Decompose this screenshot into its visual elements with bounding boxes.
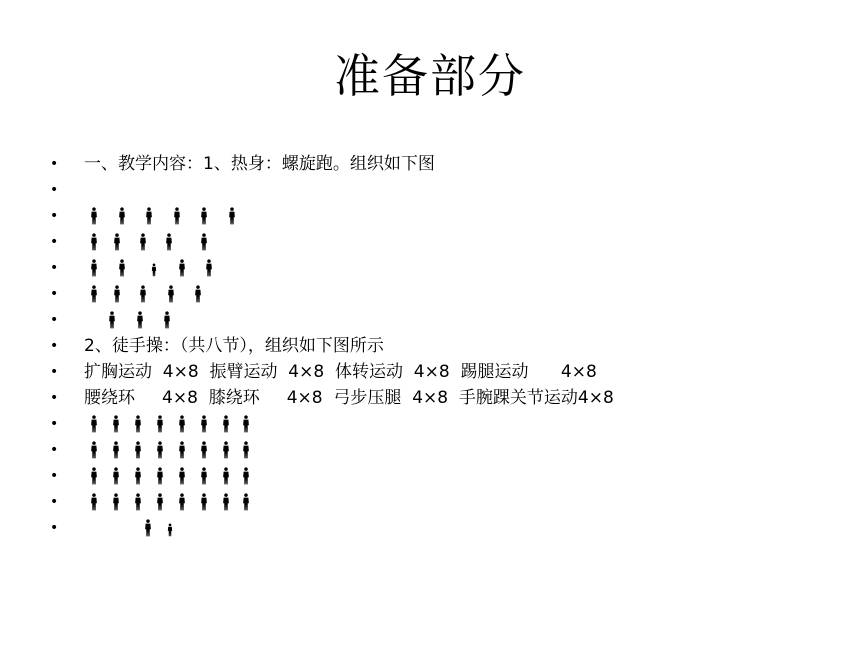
person-icon bbox=[173, 207, 181, 225]
bullet-dot: • bbox=[50, 338, 59, 354]
bullet-text-8: 2、徒手操：（共八节），组织如下图所示 bbox=[84, 336, 384, 356]
bullet-dot: • bbox=[50, 364, 59, 380]
bullet-row-5 bbox=[0, 255, 860, 281]
person-icon bbox=[156, 467, 164, 485]
bullet-row-3 bbox=[0, 203, 860, 229]
person-icon bbox=[90, 415, 98, 433]
bullet-dot: • bbox=[50, 286, 59, 302]
person-icon bbox=[90, 467, 98, 485]
bullet-dot: • bbox=[50, 442, 59, 458]
person-icon bbox=[200, 493, 208, 511]
person-icon bbox=[242, 467, 250, 485]
bullet-row-10 bbox=[0, 385, 860, 411]
person-icon bbox=[242, 415, 250, 433]
bullet-row-1 bbox=[0, 151, 860, 177]
bullet-row-4 bbox=[0, 229, 860, 255]
person-icon bbox=[139, 285, 147, 303]
person-icon bbox=[156, 493, 164, 511]
person-icon bbox=[145, 207, 153, 225]
person-icon bbox=[90, 207, 98, 225]
bullet-dot: • bbox=[50, 182, 59, 198]
person-icon bbox=[178, 259, 186, 277]
person-icon bbox=[178, 415, 186, 433]
person-small-icon bbox=[167, 523, 173, 537]
person-icon bbox=[205, 259, 213, 277]
bullet-dot: • bbox=[50, 468, 59, 484]
person-icon bbox=[112, 493, 120, 511]
person-icon bbox=[194, 285, 202, 303]
person-icon bbox=[136, 311, 144, 329]
person-icon bbox=[200, 467, 208, 485]
bullet-row-13 bbox=[0, 463, 860, 489]
person-icon bbox=[112, 441, 120, 459]
slide-title: 准备部分 bbox=[334, 49, 526, 103]
person-icon bbox=[178, 467, 186, 485]
person-icon bbox=[165, 233, 173, 251]
person-icon bbox=[118, 259, 126, 277]
bullet-row-9 bbox=[0, 359, 860, 385]
bullet-dot: • bbox=[50, 416, 59, 432]
bullet-dot: • bbox=[50, 260, 59, 276]
bullet-row-14 bbox=[0, 489, 860, 515]
person-icon bbox=[242, 441, 250, 459]
bullet-text-10: 腰绕环 4×8 膝绕环 4×8 弓步压腿 4×8 手腕踝关节运动4×8 bbox=[84, 388, 614, 408]
person-icon bbox=[90, 493, 98, 511]
person-icon bbox=[90, 441, 98, 459]
person-icon bbox=[200, 441, 208, 459]
person-icon bbox=[200, 233, 208, 251]
person-icon bbox=[242, 493, 250, 511]
person-icon bbox=[178, 493, 186, 511]
person-icon bbox=[113, 233, 121, 251]
bullet-row-11 bbox=[0, 411, 860, 437]
person-icon bbox=[90, 233, 98, 251]
person-icon bbox=[139, 233, 147, 251]
person-icon bbox=[178, 441, 186, 459]
person-icon bbox=[108, 311, 116, 329]
bullet-row-8 bbox=[0, 333, 860, 359]
bullet-text-1: 一、教学内容：1、热身：螺旋跑。组织如下图 bbox=[84, 154, 435, 174]
bullet-dot: • bbox=[50, 234, 59, 250]
person-icon bbox=[112, 415, 120, 433]
bullet-dot: • bbox=[50, 390, 59, 406]
person-icon bbox=[200, 415, 208, 433]
person-icon bbox=[222, 467, 230, 485]
person-icon bbox=[200, 207, 208, 225]
person-small-icon bbox=[151, 263, 157, 277]
person-icon bbox=[163, 311, 171, 329]
bullet-row-15 bbox=[0, 515, 860, 541]
person-icon bbox=[222, 441, 230, 459]
person-icon bbox=[134, 493, 142, 511]
bullet-dot: • bbox=[50, 494, 59, 510]
person-icon bbox=[90, 259, 98, 277]
person-icon bbox=[134, 415, 142, 433]
person-icon bbox=[112, 467, 120, 485]
bullet-dot: • bbox=[50, 312, 59, 328]
person-icon bbox=[134, 441, 142, 459]
bullet-text-9: 扩胸运动 4×8 振臂运动 4×8 体转运动 4×8 踢腿运动 4×8 bbox=[84, 362, 597, 382]
person-icon bbox=[222, 493, 230, 511]
bullet-row-2 bbox=[0, 177, 860, 203]
person-icon bbox=[144, 519, 152, 537]
person-icon bbox=[90, 285, 98, 303]
person-icon bbox=[167, 285, 175, 303]
person-icon bbox=[156, 415, 164, 433]
bullet-dot: • bbox=[50, 156, 59, 172]
person-icon bbox=[228, 207, 236, 225]
bullet-row-6 bbox=[0, 281, 860, 307]
person-icon bbox=[222, 415, 230, 433]
person-icon bbox=[134, 467, 142, 485]
person-icon bbox=[156, 441, 164, 459]
person-icon bbox=[118, 207, 126, 225]
bullet-dot: • bbox=[50, 520, 59, 536]
person-icon bbox=[113, 285, 121, 303]
bullet-row-12 bbox=[0, 437, 860, 463]
bullet-row-7 bbox=[0, 307, 860, 333]
bullet-dot: • bbox=[50, 208, 59, 224]
